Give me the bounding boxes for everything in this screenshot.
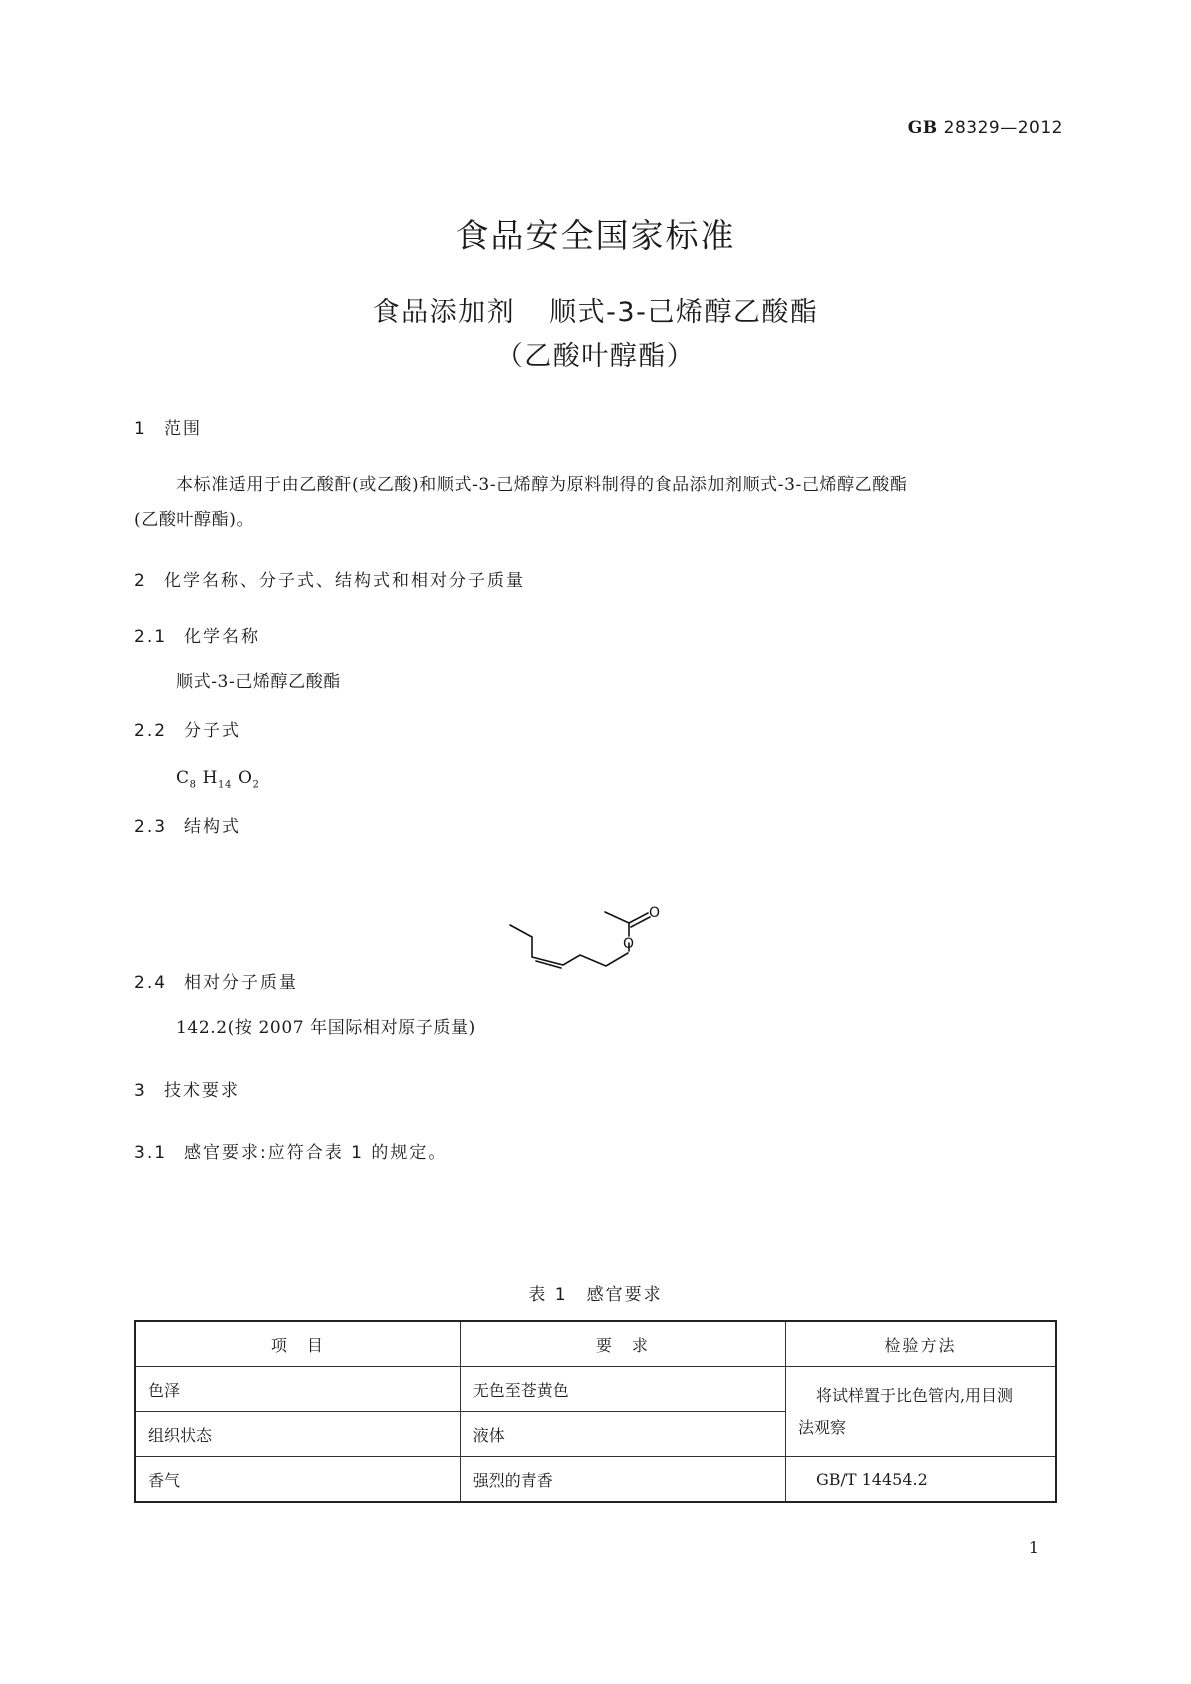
section-2-3-heading [134,812,241,837]
oxygen-atom-carbonyl: O [649,905,661,921]
molecular-formula [176,760,260,803]
section-2-title: 化学名称、分子式、结构式和相对分子质量 [164,571,525,591]
section-1-number: 1 [134,419,147,439]
standard-code: 28329—2012 [943,118,1063,138]
formula-h-sub: 14 [218,779,232,791]
section-1-body-line1: 本标准适用于由乙酸酐(或乙酸)和顺式-3-己烯醇为原料制得的食品添加剂顺式-3-己烯醇乙酸酯 [176,475,908,495]
table-header-method: 检验方法 [785,1321,1056,1367]
table-cell-item: 组织状态 [135,1412,460,1457]
carbonyl-bond-1 [629,913,648,923]
table-header-requirement: 要 求 [460,1321,785,1367]
section-2-2-heading [134,716,241,741]
methyl-bond [605,912,629,923]
standard-number [908,118,1063,138]
method-line-1: 将试样置于比色管内,用目测 [815,1385,1014,1405]
section-2-4-heading [134,968,298,993]
section-2-number: 2 [134,571,147,591]
method-line-2: 法观察 [797,1417,846,1437]
section-2-1-title: 化学名称 [184,627,260,647]
section-3-title: 技术要求 [164,1081,240,1101]
oxygen-atom-ester: O [623,936,635,952]
section-3-heading [134,1076,240,1101]
page-number: 1 [1028,1538,1039,1557]
sensory-requirements-table [134,1320,1057,1503]
section-2-2-number: 2.2 [134,721,168,741]
carbonyl-bond-2 [631,917,650,927]
section-3-1-title: 感官要求:应符合表 1 的规定。 [184,1143,448,1163]
section-2-4-title: 相对分子质量 [184,973,298,993]
section-2-4-number: 2.4 [134,973,168,993]
section-1-body-line2: (乙酸叶醇酯)。 [134,510,255,530]
section-3-1-number: 3.1 [134,1143,168,1163]
chemical-name: 顺式-3-己烯醇乙酸酯 [176,672,341,692]
table-cell-method-merged [785,1367,1056,1457]
section-2-1-number: 2.1 [134,627,168,647]
formula-c: C [176,768,190,788]
section-2-heading [134,566,525,591]
table-cell-item: 色泽 [135,1367,460,1412]
section-2-2-title: 分子式 [184,721,241,741]
table-cell-requirement: 无色至苍黄色 [460,1367,785,1412]
standard-prefix: GB [907,118,938,138]
table-cell-method: GB/T 14454.2 [785,1457,1056,1503]
document-title: 食品安全国家标准 [455,216,736,255]
section-2-3-number: 2.3 [134,817,168,837]
table-header-item: 项 目 [135,1321,460,1367]
formula-o: O [237,768,253,788]
table-cell-requirement: 强烈的青香 [460,1457,785,1503]
formula-h: H [202,768,219,788]
subtitle-left: 食品添加剂 [372,297,516,328]
subtitle-right: 顺式-3-己烯醇乙酸酯 [549,297,819,328]
table-header-row [135,1321,1056,1367]
carbon-chain [510,925,628,966]
molecular-weight: 142.2(按 2007 年国际相对原子质量) [176,1018,476,1038]
section-2-3-title: 结构式 [184,817,241,837]
document-subtitle [0,290,1191,329]
section-3-number: 3 [134,1081,147,1101]
table-caption: 表 1 感官要求 [528,1285,663,1305]
section-1-heading [134,414,202,439]
table-cell-requirement: 液体 [460,1412,785,1457]
table-row [135,1457,1056,1503]
section-2-1-heading [134,622,260,647]
table-cell-item: 香气 [135,1457,460,1503]
document-subtitle-alt: （乙酸叶醇酯） [495,341,696,372]
section-1-title: 范围 [164,419,202,439]
formula-c-sub: 8 [189,779,197,791]
formula-o-sub: 2 [252,779,260,791]
structural-formula [510,905,690,1015]
table-row [135,1367,1056,1412]
section-3-1-heading [134,1138,447,1163]
